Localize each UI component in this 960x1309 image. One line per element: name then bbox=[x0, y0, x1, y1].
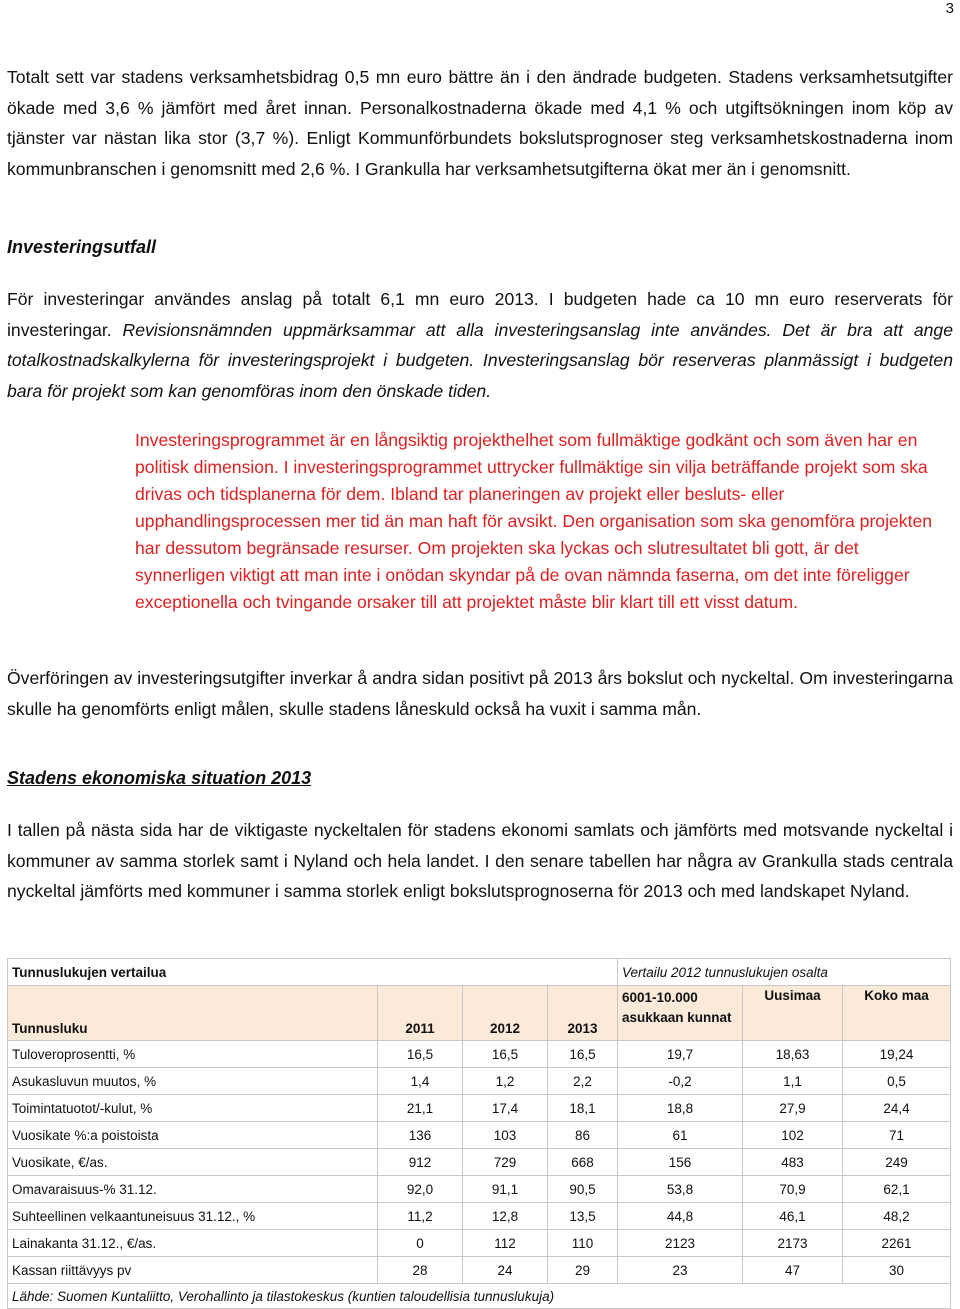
row-value: 28 bbox=[378, 1257, 463, 1284]
row-value: 912 bbox=[378, 1149, 463, 1176]
row-value: 249 bbox=[843, 1149, 951, 1176]
row-label: Kassan riittävyys pv bbox=[8, 1257, 378, 1284]
intro-paragraph: Totalt sett var stadens verksamhetsbidrag 0,5 mn euro bättre än i den ändrade budgeten. Stadens verksamhetsutgifter ökade med 3,6 % jämfört med året innan. Personalkostnaderna ökade med 4,1 % och utgiftsökningen inom köp av tjänster var nästan lika stor (3,7 %). Enligt Kommunförbundets bokslutsprognoser steg verksamhetskostnaderna inom kommunbranschen i genomsnitt med 2,6 %. I Grankulla har verksamhetsutgifterna ökat mer än i genomsnitt. bbox=[7, 67, 953, 179]
row-value: 2173 bbox=[743, 1230, 843, 1257]
row-value: 13,5 bbox=[548, 1203, 618, 1230]
col-label-header: Tunnusluku bbox=[8, 986, 378, 1041]
row-value: 12,8 bbox=[463, 1203, 548, 1230]
table-row bbox=[8, 1068, 951, 1095]
row-label: Asukasluvun muutos, % bbox=[8, 1068, 378, 1095]
row-value: 2,2 bbox=[548, 1068, 618, 1095]
table-body bbox=[8, 1041, 951, 1284]
row-value: 48,2 bbox=[843, 1203, 951, 1230]
row-value: 18,8 bbox=[618, 1095, 743, 1122]
table-row bbox=[8, 1230, 951, 1257]
row-value: 90,5 bbox=[548, 1176, 618, 1203]
row-label: Vuosikate, €/as. bbox=[8, 1149, 378, 1176]
row-value: 103 bbox=[463, 1122, 548, 1149]
row-value: 29 bbox=[548, 1257, 618, 1284]
row-value: 1,4 bbox=[378, 1068, 463, 1095]
row-value: 24,4 bbox=[843, 1095, 951, 1122]
row-value: 112 bbox=[463, 1230, 548, 1257]
table-row bbox=[8, 1257, 951, 1284]
row-label: Omavaraisuus-% 31.12. bbox=[8, 1176, 378, 1203]
row-value: 110 bbox=[548, 1230, 618, 1257]
table-title: Tunnuslukujen vertailua bbox=[8, 959, 618, 986]
table-row bbox=[8, 1149, 951, 1176]
table-row bbox=[8, 1122, 951, 1149]
row-value: 71 bbox=[843, 1122, 951, 1149]
table-source-row bbox=[8, 1284, 951, 1309]
row-value: 16,5 bbox=[378, 1041, 463, 1068]
table-row bbox=[8, 1203, 951, 1230]
table-row bbox=[8, 1041, 951, 1068]
investment-paragraph-text: För investeringar användes anslag på totalt 6,1 mn euro 2013. I budgeten hade ca 10 mn euro reserverats för investeringar. bbox=[7, 289, 953, 340]
investment-heading: Investeringsutfall bbox=[7, 237, 157, 257]
row-value: 483 bbox=[743, 1149, 843, 1176]
row-value: 18,63 bbox=[743, 1041, 843, 1068]
row-value: 2123 bbox=[618, 1230, 743, 1257]
investment-paragraph-italic: Revisionsnämnden uppmärksammar att alla investeringsanslag inte användes. Det är bra att ange totalkostnadskalkylerna för investeringsprojekt i budgeten. Investeringsanslag bör reserveras planmässigt i budgeten bara för projekt som kan genomföras inom den önskade tiden. bbox=[7, 319, 953, 401]
row-value: 16,5 bbox=[463, 1041, 548, 1068]
row-value: 729 bbox=[463, 1149, 548, 1176]
year-header-2013: 2013 bbox=[548, 986, 618, 1041]
row-label: Lainakanta 31.12., €/as. bbox=[8, 1230, 378, 1257]
row-value: 86 bbox=[548, 1122, 618, 1149]
table-source: Lähde: Suomen Kuntaliitto, Verohallinto ja tilastokeskus (kuntien taloudellisia tunnuslukuja) bbox=[8, 1284, 951, 1309]
row-value: 24 bbox=[463, 1257, 548, 1284]
investment-paragraph bbox=[7, 284, 953, 406]
row-value: 30 bbox=[843, 1257, 951, 1284]
row-value: 47 bbox=[743, 1257, 843, 1284]
economy-heading: Stadens ekonomiska situation 2013 bbox=[7, 768, 312, 788]
row-value: 16,5 bbox=[548, 1041, 618, 1068]
row-label: Suhteellinen velkaantuneisuus 31.12., % bbox=[8, 1203, 378, 1230]
investment-red-note: Investeringsprogrammet är en långsiktig projekthelhet som fullmäktige godkänt och som även har en politisk dimension. I investeringsprogrammet uttrycker fullmäktige sin vilja beträffande projekt som ska drivas och tidsplanerna för dem. Ibland tar planeringen av projekt eller besluts- eller upphandlingsprocessen mer tid än man haft för avsikt. Den organisation som ska genomföra projekten har dessutom begränsade resurser. Om projekten ska lyckas och slutresultatet bli gott, är det synnerligen viktigt att man inte i onödan skyndar på de ovan nämnda faserna, om det inte föreligger exceptionella och tvingande orsaker till att projektet måste blir klart till ett visst datum. bbox=[135, 430, 933, 612]
row-value: 668 bbox=[548, 1149, 618, 1176]
row-value: 156 bbox=[618, 1149, 743, 1176]
row-value: 53,8 bbox=[618, 1176, 743, 1203]
row-value: 62,1 bbox=[843, 1176, 951, 1203]
row-value: 19,24 bbox=[843, 1041, 951, 1068]
row-value: -0,2 bbox=[618, 1068, 743, 1095]
row-value: 19,7 bbox=[618, 1041, 743, 1068]
row-value: 92,0 bbox=[378, 1176, 463, 1203]
row-value: 23 bbox=[618, 1257, 743, 1284]
row-value: 91,1 bbox=[463, 1176, 548, 1203]
investment-transfer-paragraph: Överföringen av investeringsutgifter inverkar å andra sidan positivt på 2013 års bokslut och nyckeltal. Om investeringarna skulle ha genomförts enligt målen, skulle stadens låneskuld också ha vuxit i samma mån. bbox=[7, 668, 953, 719]
row-label: Tuloveroprosentti, % bbox=[8, 1041, 378, 1068]
row-value: 17,4 bbox=[463, 1095, 548, 1122]
region-header-line1: 6001-10.000 bbox=[622, 990, 698, 1005]
year-header-2011: 2011 bbox=[378, 986, 463, 1041]
table-row bbox=[8, 1095, 951, 1122]
comparison-title: Vertailu 2012 tunnuslukujen osalta bbox=[618, 959, 951, 986]
row-value: 70,9 bbox=[743, 1176, 843, 1203]
row-label: Vuosikate %:a poistoista bbox=[8, 1122, 378, 1149]
row-value: 102 bbox=[743, 1122, 843, 1149]
row-value: 11,2 bbox=[378, 1203, 463, 1230]
row-value: 1,2 bbox=[463, 1068, 548, 1095]
region-header-koko-maa: Koko maa bbox=[843, 986, 951, 1041]
page-number: 3 bbox=[945, 0, 954, 17]
year-header-2012: 2012 bbox=[463, 986, 548, 1041]
region-header-line2: asukkaan kunnat bbox=[622, 1010, 732, 1025]
row-value: 2261 bbox=[843, 1230, 951, 1257]
economy-paragraph: I tallen på nästa sida har de viktigaste nyckeltalen för stadens ekonomi samlats och jämförts med motsvande nyckeltal i kommuner av samma storlek samt i Nyland och hela landet. I den senare tabellen har några av Grankulla stads centrala nyckeltal jämförts med kommuner i samma storlek enligt bokslutsprognoserna för 2013 och med landskapet Nyland. bbox=[7, 820, 953, 901]
region-header-uusimaa: Uusimaa bbox=[743, 986, 843, 1041]
row-value: 0 bbox=[378, 1230, 463, 1257]
row-value: 136 bbox=[378, 1122, 463, 1149]
key-figures-table bbox=[7, 958, 951, 1309]
table-header-row bbox=[8, 986, 951, 1041]
table-title-row bbox=[8, 959, 951, 986]
row-value: 44,8 bbox=[618, 1203, 743, 1230]
row-value: 1,1 bbox=[743, 1068, 843, 1095]
row-value: 0,5 bbox=[843, 1068, 951, 1095]
row-value: 18,1 bbox=[548, 1095, 618, 1122]
region-header-small-municipalities bbox=[618, 986, 743, 1041]
row-value: 21,1 bbox=[378, 1095, 463, 1122]
table-row bbox=[8, 1176, 951, 1203]
row-label: Toimintatuotot/-kulut, % bbox=[8, 1095, 378, 1122]
row-value: 61 bbox=[618, 1122, 743, 1149]
row-value: 46,1 bbox=[743, 1203, 843, 1230]
row-value: 27,9 bbox=[743, 1095, 843, 1122]
